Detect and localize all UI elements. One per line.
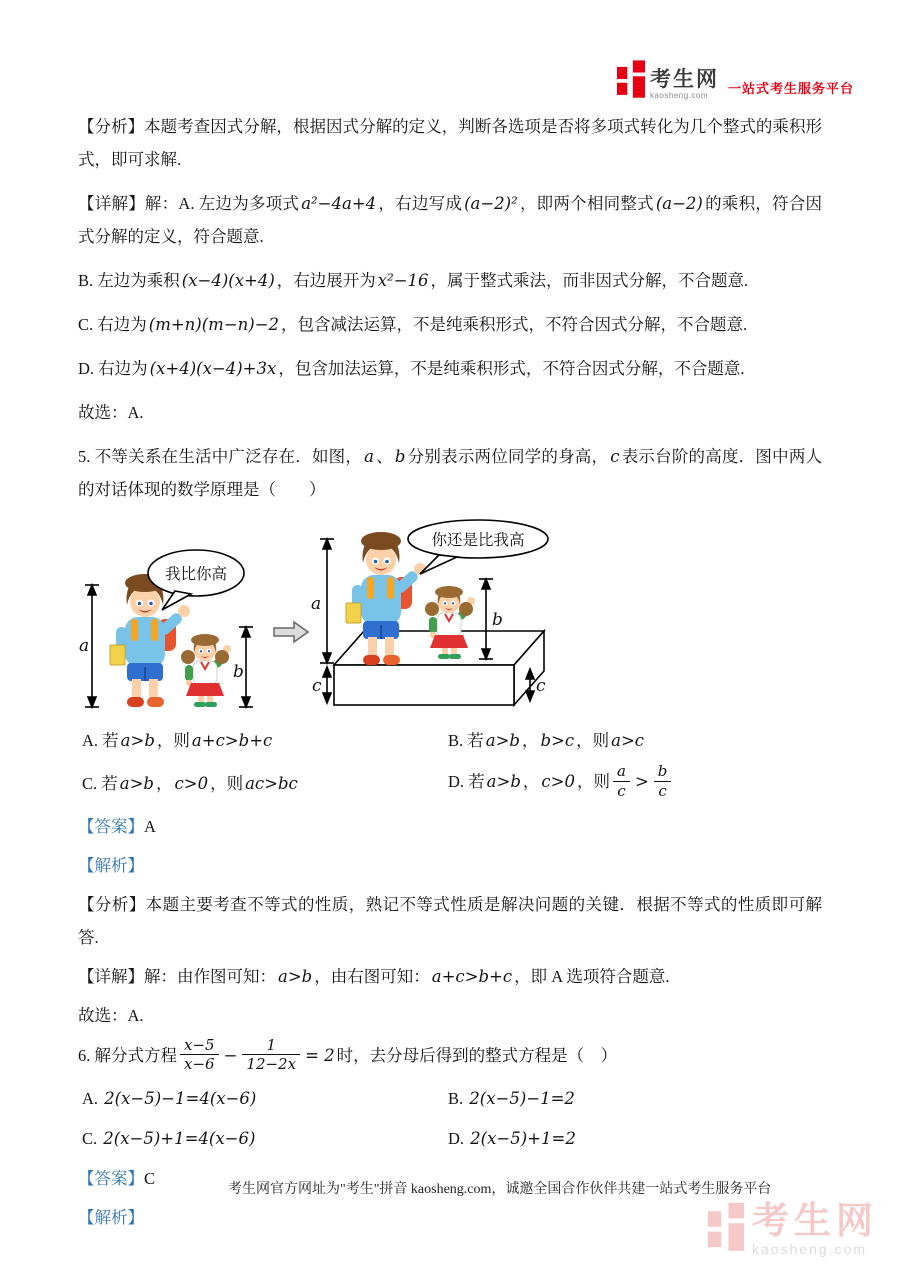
q4-option-b-paragraph: B. 左边为乘积 (x−4)(x+4) ，右边展开为 x²−16 ，属于整式乘法，而非因式分解，不合题意. [78, 271, 749, 290]
dimension-label-c-left: c [312, 676, 322, 696]
step-arrow-c-left [323, 667, 331, 703]
question-5-stem: 5. 不等关系在生活中广泛存在．如图， a 、 b 分别表示两位同学的身高， c 表示台阶的高度．图中两人的对话体现的数学原理是（ ） [78, 447, 823, 499]
q5-explain-label: 【解析】 [78, 855, 144, 875]
q4-conclusion: 故选：A. [78, 403, 144, 422]
transform-arrow-icon [274, 622, 308, 642]
q6-option-d: D. 2(x−5)+1=2 [448, 1129, 576, 1148]
q5-conclusion: 故选：A. [78, 1005, 144, 1025]
dimension-label-a-right: a [311, 594, 322, 614]
speech-bubble-left-text: 我比你高 [164, 566, 228, 583]
q6-options-row-1 [78, 1082, 822, 1115]
brand-watermark [708, 1202, 878, 1256]
q5-option-a: A. 若 a>b ，则 a+c>b+c [82, 731, 273, 750]
q5-options-row-2 [78, 764, 822, 803]
girl-figure-left [181, 634, 231, 707]
q4-analysis-paragraph: 【分析】本题考查因式分解，根据因式分解的定义，判断各选项是否将多项式转化为几个整式的乘积形式，即可求解. [78, 117, 822, 169]
q6-answer-line: 【答案】C [78, 1169, 156, 1188]
q6-options-row-2 [78, 1122, 822, 1155]
speech-bubble-right [408, 520, 548, 574]
inequality-figure-illustration [78, 517, 558, 713]
question-6-stem: 6. 解分式方程 $\frac{x-5}{x-6}$ − $\frac{1}{12-2x}$ = 2 时，去分母后得到的整式方程是（ ） [78, 1035, 618, 1074]
watermark-logo-icon [708, 1202, 744, 1254]
watermark-brand: 考生网 [752, 1200, 878, 1241]
q6-explain-label: 【解析】 [78, 1208, 144, 1227]
speech-bubble-right-text: 你还是比我高 [431, 532, 525, 549]
q5-options-row-1 [78, 724, 822, 757]
dimension-label-b-right: b [492, 610, 503, 630]
q4-option-c-paragraph: C. 右边为 (m+n)(m−n)−2 ，包含减法运算，不是纯乘积形式，不符合因式分解，不合题意. [78, 315, 748, 334]
q5-analysis-paragraph: 【分析】本题主要考查不等式的性质，熟记不等式性质是解决问题的关键．根据不等式的性质即可解答. [78, 894, 822, 947]
brand-tagline: 一站式考生服务平台 [727, 81, 854, 96]
q4-detail-paragraph: 【详解】解：A. 左边为多项式 a²−4a+4 ，右边写成 (a−2)² ，即两个相同整式 (a−2) 的乘积，符合因式分解的定义，符合题意. [78, 194, 823, 246]
watermark-text [752, 1202, 878, 1256]
dimension-label-b-left: b [233, 662, 244, 682]
dimension-label-c-right: c [536, 676, 546, 696]
brand-domain: kaosheng.com [649, 91, 709, 100]
q6-option-a: A. 2(x−5)−1=4(x−6) [82, 1089, 257, 1108]
q6-option-c: C. 2(x−5)+1=4(x−6) [82, 1129, 256, 1148]
q4-option-d-paragraph: D. 右边为 (x+4)(x−4)+3x ，包含加法运算，不是纯乘积形式，不符合因式分解，不合题意. [78, 359, 745, 378]
watermark-domain: kaosheng.com [752, 1241, 868, 1257]
q5-option-d: D. 若 a>b ， c>0 ，则 $\frac{a}{c}$ > $\frac{b}{c}$ [448, 764, 822, 803]
dimension-label-a-left: a [79, 636, 90, 656]
footer-note: 考生网官方网址为"考生"拼音 kaosheng.com，诚邀全国合作伙伴共建一站式考生服务平台 [228, 1182, 772, 1197]
q5-detail-paragraph: 【详解】解：由作图可知： a>b ，由右图可知： a+c>b+c ，即 A 选项符合题意. [78, 966, 670, 986]
q5-option-b: B. 若 a>b ， b>c ，则 a>c [448, 731, 645, 750]
question-5-figure [78, 517, 822, 718]
q5-option-c: C. 若 a>b ， c>0 ，则 ac>bc [82, 773, 298, 793]
q6-option-b: B. 2(x−5)−1=2 [448, 1089, 575, 1108]
brand-name: 考生网 [649, 68, 719, 91]
height-arrow-a-right [320, 539, 334, 663]
q5-answer-line: 【答案】A [78, 816, 156, 836]
